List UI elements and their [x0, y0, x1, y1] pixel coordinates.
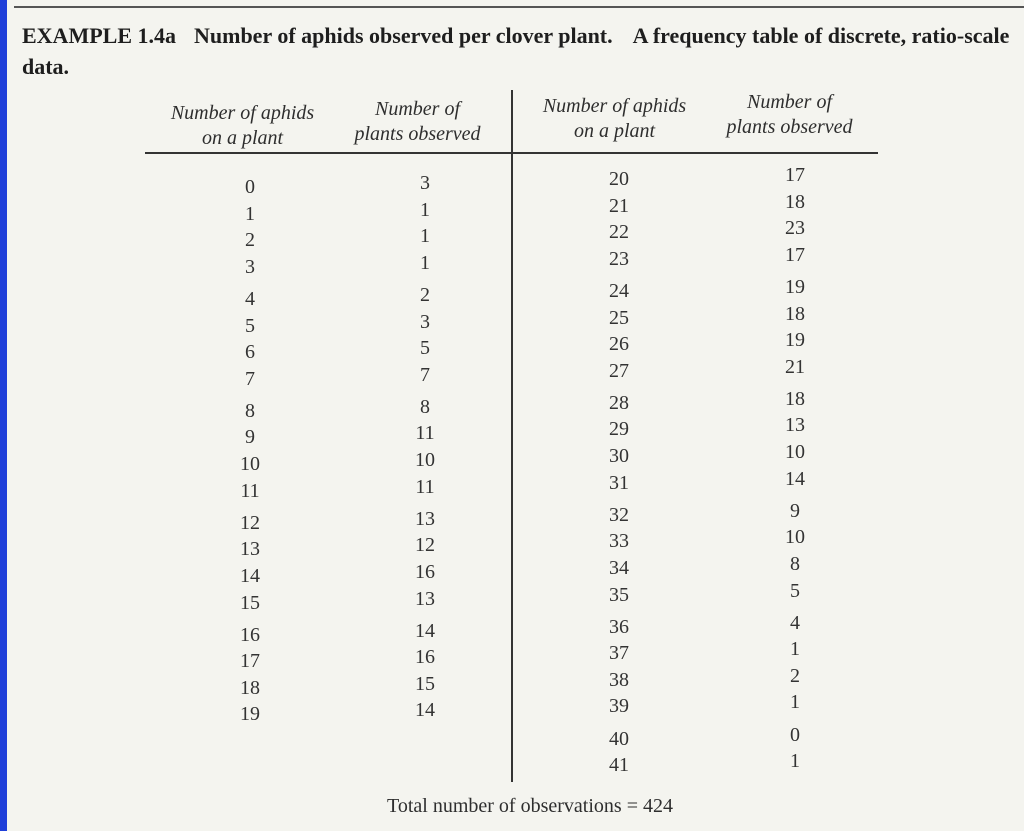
table-cell: 39: [609, 695, 629, 718]
example-title: Number of aphids observed per clover plant.: [194, 23, 613, 48]
table-cell: 40: [609, 727, 629, 750]
table-cell: 24: [609, 279, 629, 302]
table-cell: 27: [609, 359, 629, 382]
table-cell: 13: [415, 587, 435, 610]
table-cell: 14: [415, 619, 435, 642]
table-cell: 3: [245, 255, 255, 278]
table-cell: 31: [609, 471, 629, 494]
table-cell: 23: [609, 247, 629, 270]
table-cell: 7: [420, 363, 430, 386]
table-cell: 34: [609, 556, 629, 579]
example-label: EXAMPLE 1.4a: [22, 23, 176, 48]
table-cell: 22: [609, 221, 629, 244]
table-cell: 0: [790, 723, 800, 746]
table-cell: 19: [785, 329, 805, 352]
table-cell: 10: [785, 441, 805, 463]
table-cell: 11: [240, 479, 260, 502]
table-cell: 18: [240, 676, 260, 699]
table-cell: 2: [245, 229, 255, 252]
table-cell: 18: [785, 302, 805, 325]
table-cell: 14: [785, 467, 805, 490]
table-cell: 41: [609, 754, 629, 777]
table-cell: 17: [785, 164, 805, 186]
table-cell: 14: [240, 564, 260, 587]
header-right-plants: Number of plants observed: [726, 91, 853, 138]
table-cell: 17: [240, 650, 260, 673]
table-cell: 10: [240, 453, 260, 475]
table-cell: 18: [785, 190, 805, 213]
table-cell: 28: [609, 391, 629, 414]
table-cell: 19: [785, 275, 805, 298]
table-cell: 0: [245, 176, 255, 198]
table-cell: 30: [609, 445, 629, 467]
table-cell: 21: [785, 355, 805, 378]
table-cell: 17: [785, 243, 805, 266]
table-cell: 20: [609, 168, 629, 190]
header-left-plants: Number of plants observed: [354, 98, 481, 145]
table-cell: 9: [245, 426, 255, 449]
table-cell: 10: [415, 449, 435, 471]
table-cell: 8: [790, 552, 800, 575]
table-cell: 18: [785, 387, 805, 410]
table-cell: 14: [415, 699, 435, 722]
table-cell: 3: [420, 172, 430, 194]
table-cell: 23: [785, 217, 805, 240]
table-cell: 1: [790, 691, 800, 714]
table-cell: 16: [240, 623, 260, 646]
table-cell: 11: [415, 422, 435, 445]
table-cell: 19: [240, 703, 260, 726]
table-cell: 1: [420, 251, 430, 274]
table-cell: 13: [785, 414, 805, 437]
table-cell: 1: [790, 638, 800, 661]
table-cell: 15: [415, 672, 435, 695]
table-cell: 12: [415, 534, 435, 557]
table-cell: 33: [609, 530, 629, 553]
table-cell: 11: [415, 475, 435, 498]
table-cell: 5: [420, 337, 430, 360]
column-left-plants: [375, 0, 475, 831]
table-cell: 1: [420, 225, 430, 248]
table-cell: 16: [415, 560, 435, 583]
table-cell: 1: [420, 198, 430, 221]
table-cell: 38: [609, 668, 629, 691]
table-cell: 5: [790, 579, 800, 602]
table-cell: 10: [785, 526, 805, 549]
table-cell: 32: [609, 503, 629, 526]
table-cell: 13: [415, 507, 435, 530]
table-cell: 5: [245, 314, 255, 337]
table-cell: 1: [790, 750, 800, 773]
table-cell: 8: [245, 399, 255, 422]
table-cell: 16: [415, 646, 435, 669]
table-cell: 21: [609, 194, 629, 217]
table-cell: 37: [609, 642, 629, 665]
table-cell: 2: [790, 664, 800, 687]
table-cell: 12: [240, 511, 260, 534]
table-cell: 25: [609, 306, 629, 329]
table-cell: 1: [245, 202, 255, 225]
column-divider: [511, 90, 513, 782]
table-cell: 26: [609, 333, 629, 356]
table-cell: 6: [245, 341, 255, 364]
table-cell: 29: [609, 418, 629, 441]
header-left-aphids: Number of aphids on a plant: [170, 102, 315, 149]
table-cell: 7: [245, 367, 255, 390]
column-right-plants: [745, 0, 845, 831]
table-cell: 9: [790, 499, 800, 522]
table-cell: 36: [609, 615, 629, 638]
table-cell: 4: [790, 611, 800, 634]
table-cell: 3: [420, 310, 430, 333]
table-cell: 2: [420, 283, 430, 306]
table-cell: 8: [420, 395, 430, 418]
table-cell: 4: [245, 287, 255, 310]
table-cell: 15: [240, 591, 260, 614]
table-cell: 13: [240, 538, 260, 561]
column-left-aphids: [200, 0, 300, 831]
table-cell: 35: [609, 583, 629, 606]
example-description: A frequency table of discrete, ratio-scale data.: [22, 23, 1010, 79]
column-right-aphids: [569, 0, 669, 831]
header-right-aphids: Number of aphids on a plant: [542, 95, 687, 142]
total-observations: Total number of observations = 424: [387, 795, 673, 817]
